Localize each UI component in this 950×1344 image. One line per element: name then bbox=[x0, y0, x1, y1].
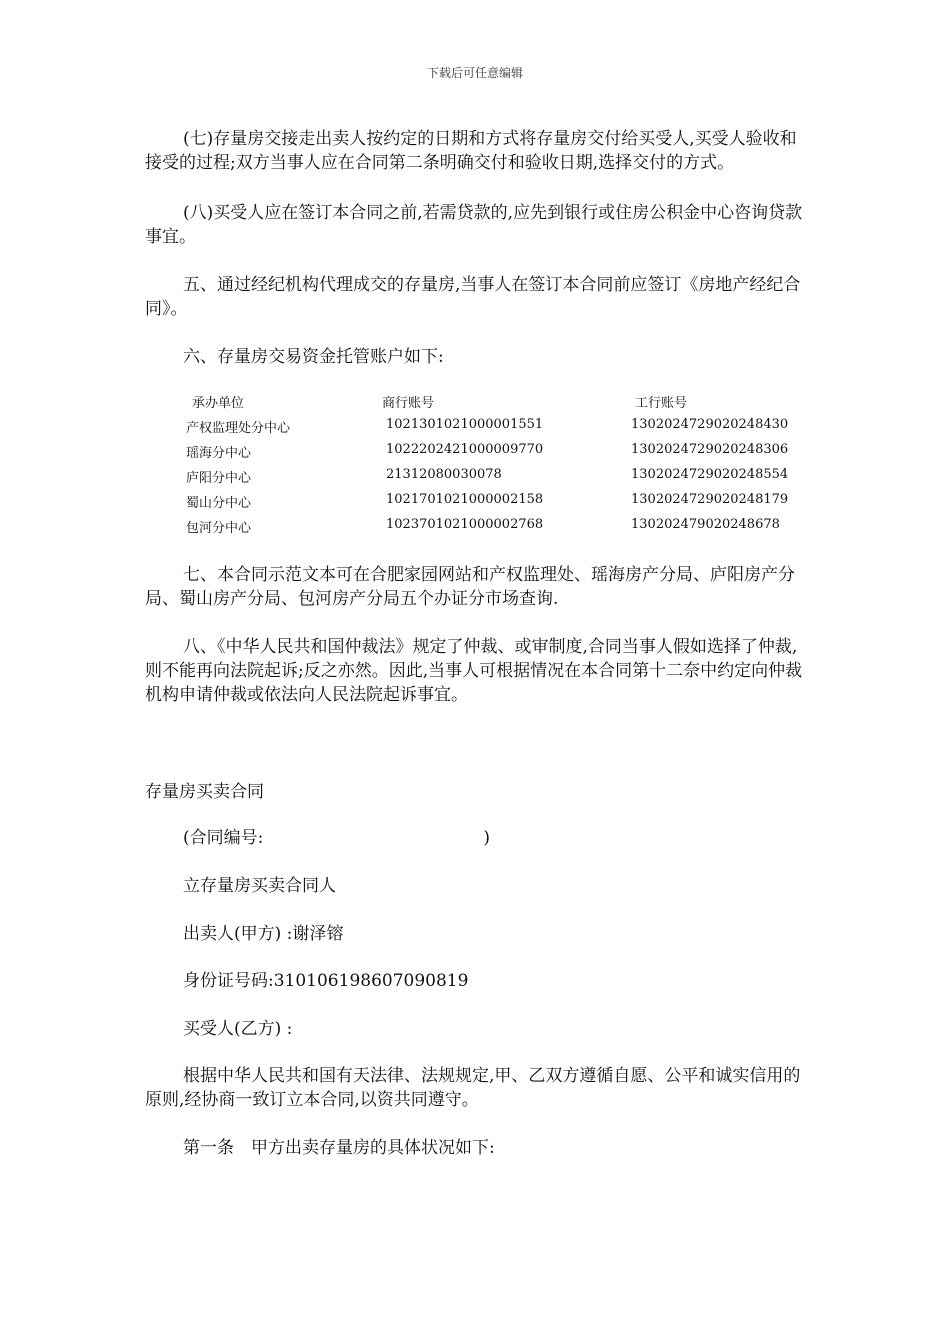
unit-cell: 庐阳分中心 bbox=[186, 471, 252, 486]
icbc-account-cell: 130202479020248678 bbox=[631, 517, 780, 532]
section-seven: 七、本合同示范文本可在合肥家园网站和产权监理处、瑶海房产分局、庐阳房产分局、蜀山房产分局、包河房产分局五个办证分市场查询. bbox=[145, 565, 795, 609]
icbc-account-cell: 1302024729020248306 bbox=[631, 442, 789, 457]
unit-cell: 瑶海分中心 bbox=[186, 446, 252, 461]
commercial-account-cell: 1021701021000002158 bbox=[386, 492, 544, 507]
paragraph-handover: (七)存量房交接走出卖人按约定的日期和方式将存量房交付给买受人,买受人验收和接受的过程;双方当事人应在合同第二条明确交付和验收日期,选择交付的方式。 bbox=[145, 129, 797, 173]
commercial-account-cell: 1022202421000009770 bbox=[386, 442, 544, 457]
contract-title: 存量房买卖合同 bbox=[145, 782, 264, 802]
section-six: 六、存量房交易资金托管账户如下: bbox=[183, 347, 444, 367]
contract-number-line bbox=[183, 826, 490, 850]
icbc-account-cell: 1302024729020248179 bbox=[631, 492, 789, 507]
article-one: 第一条 甲方出卖存量房的具体状况如下: bbox=[183, 1138, 495, 1158]
header-commercial-account: 商行账号 bbox=[382, 396, 435, 411]
buyer-line: 买受人(乙方) : bbox=[183, 1019, 293, 1039]
page-header-note: 下载后可任意编辑 bbox=[426, 66, 523, 80]
unit-cell: 产权监理处分中心 bbox=[186, 421, 291, 436]
commercial-account-cell: 1021301021000001551 bbox=[386, 417, 544, 432]
section-eight: 八、《中华人民共和国仲裁法》规定了仲裁、或审制度,合同当事人假如选择了仲裁,则不能再向法院起诉;反之亦然。因此,当事人可根据情况在本合同第十二奈中约定向仲裁机构申请仲裁或依法向人民法院起诉事宜。 bbox=[145, 637, 803, 705]
unit-cell: 蜀山分中心 bbox=[186, 496, 252, 511]
contract-preamble: 根据中华人民共和国有天法律、法规规定,甲、乙双方遵循自愿、公平和诚实信用的原则,经协商一致订立本合同,以资共同遵守。 bbox=[145, 1066, 801, 1110]
seller-line: 出卖人(甲方) :谢泽镕 bbox=[183, 924, 344, 944]
contract-number-label: (合同编号: bbox=[183, 828, 264, 848]
parties-intro: 立存量房买卖合同人 bbox=[183, 876, 336, 896]
contract-number-close: ) bbox=[483, 828, 491, 848]
icbc-account-cell: 1302024729020248430 bbox=[631, 417, 789, 432]
section-five: 五、通过经纪机构代理成交的存量房,当事人在签订本合同前应签订《房地产经纪合同》。 bbox=[145, 275, 801, 319]
commercial-account-cell: 1023701021000002768 bbox=[386, 517, 544, 532]
unit-cell: 包河分中心 bbox=[186, 521, 252, 536]
icbc-account-cell: 1302024729020248554 bbox=[631, 467, 789, 482]
header-icbc-account: 工行账号 bbox=[635, 396, 688, 411]
id-number-line: 身份证号码:310106198607090819 bbox=[183, 971, 469, 991]
commercial-account-cell: 21312080030078 bbox=[386, 467, 502, 482]
header-unit: 承办单位 bbox=[192, 396, 245, 411]
paragraph-loan: (八)买受人应在签订本合同之前,若需贷款的,应先到银行或住房公积金中心咨询贷款事宜。 bbox=[145, 203, 803, 247]
